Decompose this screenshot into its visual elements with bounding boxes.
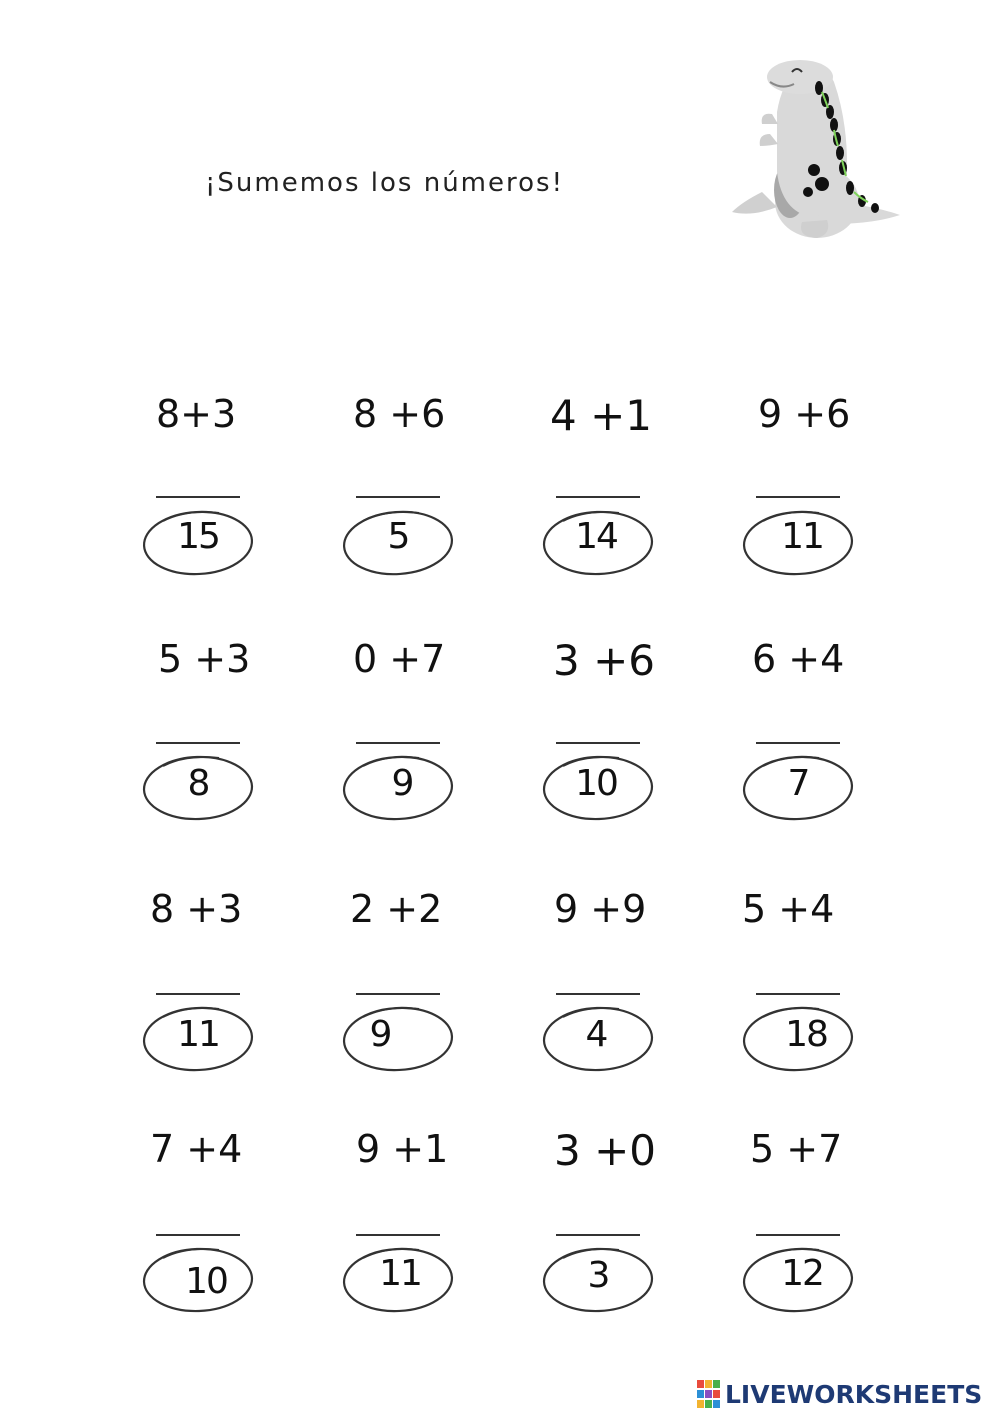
- answer-value: 18: [785, 1014, 827, 1055]
- problem-expression: 3 +0: [554, 1126, 656, 1175]
- answer-value: 12: [781, 1253, 823, 1294]
- answer-value: 11: [177, 1014, 219, 1055]
- problem-expression: 8 +6: [353, 392, 446, 436]
- answer-line: [556, 1234, 640, 1236]
- problem-expression: 7 +4: [150, 1127, 243, 1171]
- answer-oval[interactable]: [341, 1003, 455, 1071]
- answer-oval[interactable]: [541, 1244, 655, 1312]
- answer-value: 4: [585, 1014, 607, 1055]
- answer-oval[interactable]: [541, 752, 655, 820]
- liveworksheets-logo: [697, 1378, 982, 1410]
- answer-line: [756, 742, 840, 744]
- answer-value: 14: [575, 516, 617, 557]
- problem-expression: 3 +6: [553, 636, 655, 685]
- answer-value: 11: [379, 1253, 421, 1294]
- answer-value: 3: [587, 1255, 609, 1296]
- problem-expression: 5 +4: [742, 887, 835, 931]
- answer-value: 8: [187, 763, 209, 804]
- worksheet-title: ¡Sumemos los números!: [205, 168, 564, 198]
- answer-line: [756, 496, 840, 498]
- liveworksheets-logo-icon: [697, 1380, 721, 1408]
- answer-oval[interactable]: [341, 1244, 455, 1312]
- dinosaur-icon: [722, 52, 912, 247]
- problem-expression: 0 +7: [353, 637, 446, 681]
- problem-expression: 8+3: [156, 392, 237, 436]
- answer-oval[interactable]: [541, 1003, 655, 1071]
- problem-expression: 2 +2: [350, 887, 443, 931]
- answer-line: [356, 742, 440, 744]
- problem-expression: 5 +3: [158, 637, 251, 681]
- answer-line: [156, 742, 240, 744]
- answer-value: 9: [369, 1014, 391, 1055]
- answer-oval[interactable]: [541, 507, 655, 575]
- answer-oval[interactable]: [141, 1003, 255, 1071]
- answer-line: [356, 496, 440, 498]
- answer-line: [556, 993, 640, 995]
- answer-line: [556, 496, 640, 498]
- answer-line: [156, 993, 240, 995]
- answer-oval[interactable]: [341, 507, 455, 575]
- answer-line: [156, 1234, 240, 1236]
- answer-value: 10: [185, 1261, 227, 1302]
- answer-line: [356, 993, 440, 995]
- problem-expression: 8 +3: [150, 887, 243, 931]
- answer-oval[interactable]: [341, 752, 455, 820]
- answer-line: [756, 1234, 840, 1236]
- answer-value: 5: [387, 516, 409, 557]
- problem-expression: 4 +1: [550, 391, 652, 440]
- answer-value: 15: [177, 516, 219, 557]
- answer-line: [556, 742, 640, 744]
- answer-line: [356, 1234, 440, 1236]
- answer-value: 11: [781, 516, 823, 557]
- answer-line: [156, 496, 240, 498]
- answer-value: 9: [391, 763, 413, 804]
- problem-expression: 9 +6: [758, 392, 851, 436]
- problem-expression: 9 +9: [554, 887, 647, 931]
- answer-oval[interactable]: [741, 1003, 855, 1071]
- problem-expression: 6 +4: [752, 637, 845, 681]
- liveworksheets-brand-text: LIVEWORKSHEETS: [725, 1379, 983, 1409]
- answer-line: [756, 993, 840, 995]
- answer-value: 10: [575, 763, 617, 804]
- answer-oval[interactable]: [741, 752, 855, 820]
- answer-oval[interactable]: [741, 507, 855, 575]
- problem-expression: 5 +7: [750, 1127, 843, 1171]
- answer-oval[interactable]: [141, 752, 255, 820]
- answer-oval[interactable]: [141, 507, 255, 575]
- answer-value: 7: [787, 763, 809, 804]
- answer-oval[interactable]: [741, 1244, 855, 1312]
- answer-oval[interactable]: [141, 1244, 255, 1312]
- problem-expression: 9 +1: [356, 1127, 449, 1171]
